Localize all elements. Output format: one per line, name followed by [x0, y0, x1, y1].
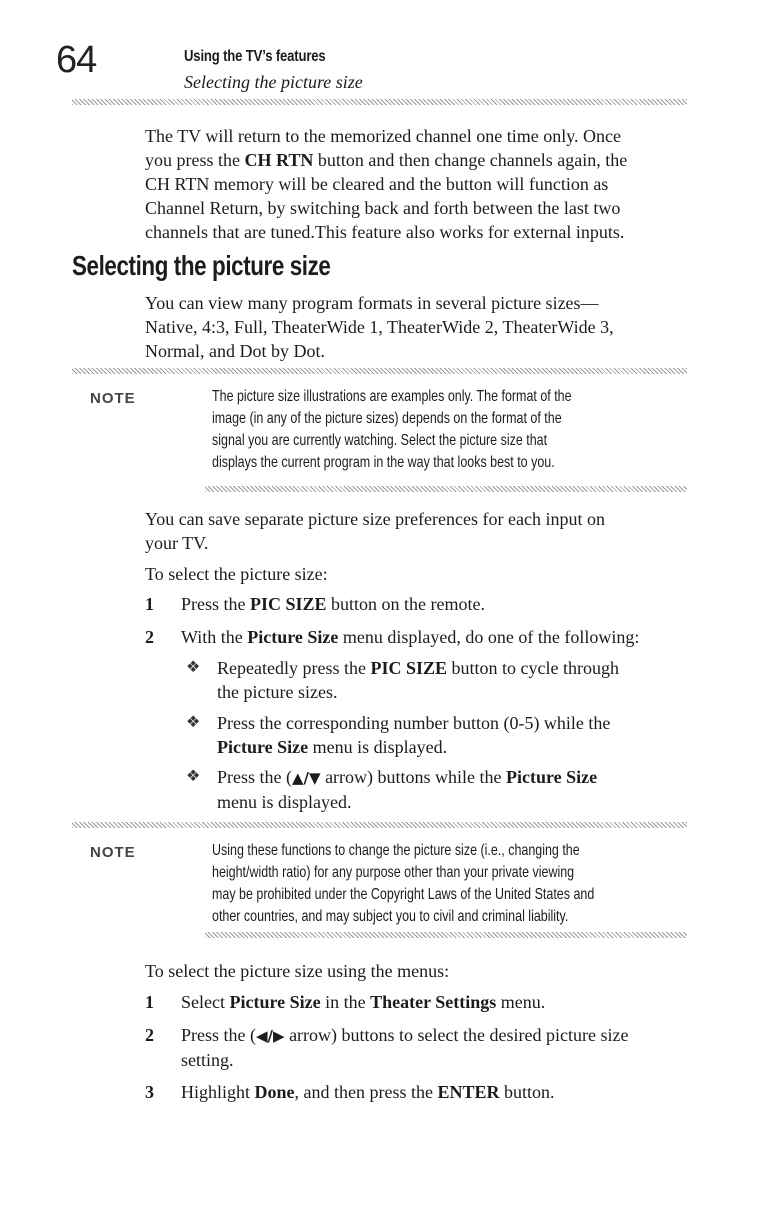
- left-right-arrow-icon: ◀/▶: [256, 1027, 285, 1045]
- bullet-icon: ❖: [186, 714, 201, 731]
- step-2-text: With the Picture Size menu displayed, do one of the following:: [181, 627, 640, 647]
- save-line: You can save separate picture size preferences for each input on: [145, 509, 605, 529]
- select-intro: To select the picture size:: [145, 564, 328, 584]
- note2-line: Using these functions to change the picture size (i.e., changing the: [212, 842, 580, 859]
- note1-line: image (in any of the picture sizes) depends on the format of the: [212, 410, 562, 427]
- section-line: You can view many program formats in several picture sizes—: [145, 293, 599, 313]
- menus-intro: To select the picture size using the menus:: [145, 961, 450, 981]
- intro-line: you press the CH RTN button and then change channels again, the: [145, 150, 628, 170]
- menu-step-2-text: Press the (◀/▶ arrow) buttons to select the desired picture size setting.: [181, 1025, 629, 1070]
- section-intro-paragraph: [145, 291, 705, 363]
- step-number: 2: [145, 1025, 154, 1045]
- step-number: 3: [145, 1082, 154, 1102]
- ch-rtn-button-ref: CH RTN: [244, 150, 314, 170]
- intro-line: Channel Return, by switching back and forth between the last two: [145, 198, 621, 218]
- note1-line: signal you are currently watching. Select the picture size that: [212, 432, 548, 449]
- save-paragraph: [145, 507, 705, 555]
- step-number: 1: [145, 992, 154, 1012]
- up-down-arrow-icon: ▲/▼: [292, 769, 321, 787]
- menu-step-1-text: Select Picture Size in the Theater Settings menu.: [181, 992, 546, 1012]
- section-line: Native, 4:3, Full, TheaterWide 1, TheaterWide 2, TheaterWide 3,: [145, 317, 614, 337]
- note2-line: may be prohibited under the Copyright Laws of the United States and: [212, 886, 595, 903]
- intro-line: CH RTN memory will be cleared and the button will function as: [145, 174, 609, 194]
- section-subtitle: Selecting the picture size: [184, 72, 363, 92]
- bullet-3-text: Press the (▲/▼ arrow) buttons while the Picture Size menu is displayed.: [217, 767, 598, 812]
- note2-bottom-rule: [205, 932, 687, 938]
- intro-line: channels that are tuned.This feature also works for external inputs.: [145, 222, 625, 242]
- note2-top-rule: [72, 822, 687, 828]
- note2-line: other countries, and may subject you to civil and criminal liability.: [212, 908, 569, 925]
- note1-top-rule: [72, 368, 687, 374]
- page-number: 64: [56, 39, 97, 81]
- bullet-icon: ❖: [186, 659, 201, 676]
- note1-bottom-rule: [205, 486, 687, 492]
- header-rule: [72, 99, 687, 105]
- bullet-icon: ❖: [186, 768, 201, 785]
- step-1-text: Press the PIC SIZE button on the remote.: [181, 594, 485, 614]
- menu-step-3-text: Highlight Done, and then press the ENTER button.: [181, 1082, 555, 1102]
- section-line: Normal, and Dot by Dot.: [145, 341, 325, 361]
- step-number: 1: [145, 594, 154, 614]
- note2-label: NOTE: [90, 844, 136, 861]
- intro-line: The TV will return to the memorized channel one time only. Once: [145, 126, 622, 146]
- bullet-2-text: Press the corresponding number button (0-5) while the Picture Size menu is displayed.: [217, 713, 611, 757]
- bullet-1-text: Repeatedly press the PIC SIZE button to cycle through the picture sizes.: [217, 658, 619, 702]
- save-line: your TV.: [145, 533, 209, 553]
- intro-paragraph: [145, 124, 705, 244]
- note1-line: displays the current program in the way that looks best to you.: [212, 454, 555, 471]
- note1-text: [212, 386, 774, 474]
- step-number: 2: [145, 627, 154, 647]
- note1-label: NOTE: [90, 390, 136, 407]
- chapter-title: Using the TV’s features: [184, 48, 326, 65]
- note2-line: height/width ratio) for any purpose other than your private viewing: [212, 864, 575, 881]
- note1-line: The picture size illustrations are examples only. The format of the: [212, 388, 572, 405]
- section-heading: Selecting the picture size: [72, 250, 331, 281]
- note2-text: [212, 840, 774, 928]
